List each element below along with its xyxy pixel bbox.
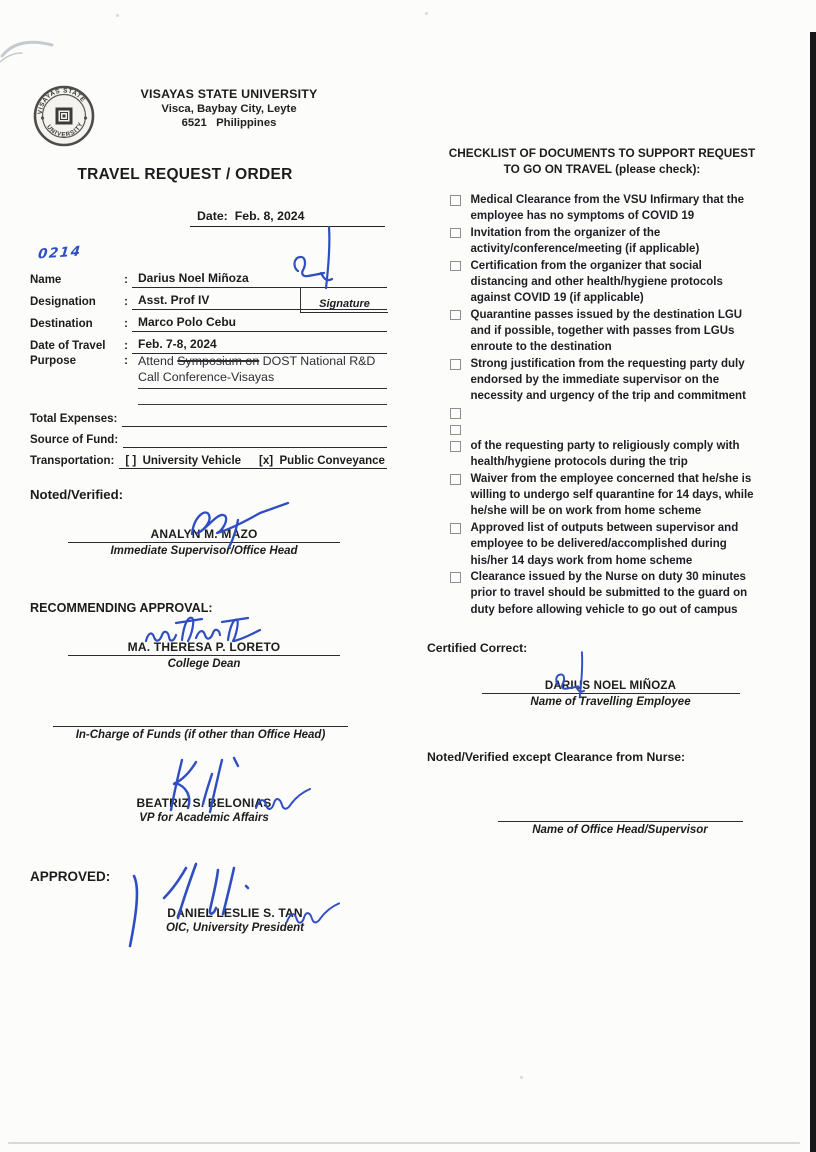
letterhead xyxy=(98,87,360,131)
checklist-title xyxy=(428,146,776,177)
form-row-label: Destination xyxy=(30,318,93,330)
document-title: TRAVEL REQUEST / ORDER xyxy=(77,166,293,183)
date-field xyxy=(190,209,385,227)
certified-correct-heading: Certified Correct: xyxy=(427,641,528,655)
checklist xyxy=(450,192,762,618)
checklist-item-text: Strong justification from the requesting party duly endorsed by the immediate supervisor on the necessity and urgency of the trip and commitment xyxy=(470,358,746,403)
scan-artifact-curve xyxy=(0,26,62,70)
checklist-item-text: Waiver from the employee concerned that he/she is willing to undergo self quarantine for 14 days, while he/she will be on work from home scheme xyxy=(470,473,754,518)
purpose-label: Purpose xyxy=(30,355,77,367)
president-name: DANIEL LESLIE S. TAN xyxy=(167,906,303,920)
vp-name: BEATRIZ S. BELONIAS xyxy=(136,796,272,810)
seal-text-top: VISAYAS STATE xyxy=(36,87,87,115)
purpose-value xyxy=(132,354,387,405)
checklist-title-line1: CHECKLIST OF DOCUMENTS TO SUPPORT REQUEST xyxy=(448,146,756,160)
checklist-item xyxy=(450,307,762,356)
employee-signature-block xyxy=(468,680,753,708)
total-expenses-row xyxy=(30,406,387,427)
approved-heading: APPROVED: xyxy=(30,869,111,884)
checklist-item xyxy=(450,356,762,405)
purpose-colon: : xyxy=(124,355,128,367)
purpose-line1 xyxy=(138,354,387,370)
signature-ink-scribble xyxy=(253,786,313,816)
checklist-item-text: Approved list of outputs between supervisor and employee to be delivered/accomplished during his/her 14 days work from home scheme xyxy=(470,522,739,567)
scan-bottom-edge xyxy=(8,1142,800,1144)
form-row-label: Designation xyxy=(30,296,96,308)
checkbox-icon xyxy=(450,474,461,485)
checkbox-icon xyxy=(450,408,461,419)
checklist-item xyxy=(450,192,762,224)
source-of-fund-row xyxy=(30,427,387,448)
expense-section xyxy=(30,406,387,469)
checklist-item xyxy=(450,569,762,618)
checklist-item xyxy=(450,520,762,569)
checklist-item xyxy=(450,438,762,470)
signature-ink-scribble xyxy=(284,900,342,930)
form-row-label: Date of Travel xyxy=(30,340,106,352)
form-row-colon: : xyxy=(124,296,128,308)
dean-title: College Dean xyxy=(167,658,241,670)
checkbox-icon xyxy=(450,523,461,534)
checklist-item-text: of the requesting party to religiously comply with health/hygiene protocols during the trip xyxy=(470,440,740,469)
purpose-struck-text: Symposium on xyxy=(177,354,260,368)
form-row-value: Feb. 7-8, 2024 xyxy=(132,337,387,354)
form-row xyxy=(30,310,387,332)
signature-ink-belonias xyxy=(160,754,260,816)
supervisor-title: Immediate Supervisor/Office Head xyxy=(110,545,298,557)
signature-ink-minoza-form xyxy=(291,224,343,294)
scan-speck xyxy=(116,14,119,17)
checklist-item xyxy=(450,405,762,421)
checkbox-brackets: [ ] xyxy=(125,455,137,467)
checklist-item xyxy=(450,225,762,257)
form-row-value: Darius Noel Miñoza xyxy=(132,271,387,288)
checklist-item-text: Certification from the organizer that social distancing and other health/hygiene protocols against COVID 19 (if applicable) xyxy=(470,259,723,305)
checklist-title-line2: TO GO ON TRAVEL (please check): xyxy=(503,161,701,176)
total-expenses-label: Total Expenses: xyxy=(30,413,118,425)
vp-title: VP for Academic Affairs xyxy=(139,812,269,824)
handwritten-control-number: 0214 xyxy=(37,243,83,263)
transport-option-university-vehicle xyxy=(125,455,241,467)
funds-in-charge-title: In-Charge of Funds (if other than Office Head) xyxy=(75,729,326,741)
checklist-item-text: Medical Clearance from the VSU Infirmary that the employee has no symptoms of COVID 19 xyxy=(470,194,745,223)
transportation-label: Transportation: xyxy=(30,455,115,467)
date-value: Feb. 8, 2024 xyxy=(234,209,305,223)
form-row xyxy=(30,332,387,354)
signature-ink-mazo xyxy=(186,500,296,548)
total-expenses-blank xyxy=(122,408,387,427)
seal-text-bottom: UNIVERSITY xyxy=(45,120,85,139)
form-row-value: Marco Polo Cebu xyxy=(132,315,387,332)
purpose-text: Attend xyxy=(138,354,178,368)
signature-box-label: Signature xyxy=(319,298,370,310)
checkbox-icon xyxy=(450,310,461,321)
checkbox-brackets: [x] xyxy=(259,455,274,467)
checkbox-icon xyxy=(450,359,461,370)
funds-in-charge-block xyxy=(48,710,353,741)
employee-name: DARIUS NOEL MIÑOZA xyxy=(544,680,677,692)
scan-speck xyxy=(520,1076,523,1079)
purpose-line2: Call Conference-Visayas xyxy=(138,370,387,389)
recommending-approval-heading: RECOMMENDING APPROVAL: xyxy=(30,601,213,615)
dean-name: MA. THERESA P. LORETO xyxy=(127,640,281,654)
university-name: VISAYAS STATE UNIVERSITY xyxy=(140,87,318,101)
checkbox-icon xyxy=(450,425,461,436)
checkbox-icon xyxy=(450,261,461,272)
noted-except-heading: Noted/Verified except Clearance from Nurse: xyxy=(427,750,686,764)
source-of-fund-label: Source of Fund: xyxy=(30,434,119,446)
university-address-line2: 6521 Philippines xyxy=(181,117,277,129)
supervisor-name: ANALYN M. MAZO xyxy=(150,527,258,541)
employee-title: Name of Travelling Employee xyxy=(530,696,691,708)
form-row-label: Name xyxy=(30,274,62,286)
form-row-colon: : xyxy=(124,274,128,286)
president-title: OIC, University President xyxy=(165,922,305,934)
signature-ink-minoza-certify xyxy=(551,650,595,702)
checkbox-icon xyxy=(450,572,461,583)
transport-option-label: University Vehicle xyxy=(142,455,242,467)
office-head-block xyxy=(495,800,745,836)
form-row-colon: : xyxy=(124,318,128,330)
purpose-row xyxy=(30,354,387,405)
checklist-item xyxy=(450,471,762,520)
scan-speck xyxy=(425,12,428,15)
checkbox-icon xyxy=(450,228,461,239)
university-address-line1: Visca, Baybay City, Leyte xyxy=(161,102,297,115)
form-row-colon: : xyxy=(124,340,128,352)
purpose-blank-line xyxy=(138,389,387,405)
checklist-item-text: Invitation from the organizer of the activity/conference/meeting (if applicable) xyxy=(470,226,700,256)
university-seal-logo xyxy=(32,84,96,148)
transportation-row xyxy=(30,448,387,469)
checkbox-icon xyxy=(450,195,461,206)
form-row-value: Asst. Prof IV xyxy=(132,293,387,310)
transport-option-label: Public Conveyance xyxy=(279,455,385,467)
checklist-item xyxy=(450,258,762,307)
checklist-item-text: Clearance issued by the Nurse on duty 30 minutes prior to travel should be submitted to the guard on duty before allowing vehicle to go out of campus xyxy=(470,571,748,616)
signature-ink-loreto xyxy=(142,610,267,650)
office-head-title: Name of Office Head/Supervisor xyxy=(532,824,708,836)
source-of-fund-blank xyxy=(123,429,387,448)
purpose-text: DOST National R&D xyxy=(259,354,376,368)
transport-option-public-conveyance xyxy=(259,455,385,467)
date-label: Date: xyxy=(197,209,228,223)
scan-page-edge xyxy=(810,32,816,1152)
checklist-item xyxy=(450,422,762,438)
checkbox-icon xyxy=(450,441,461,452)
noted-verified-heading: Noted/Verified: xyxy=(30,487,124,502)
transportation-value xyxy=(119,450,387,469)
checklist-item-text: Quarantine passes issued by the destination LGU and if possible, together with passes from LGUs enroute to the destination xyxy=(470,308,743,354)
